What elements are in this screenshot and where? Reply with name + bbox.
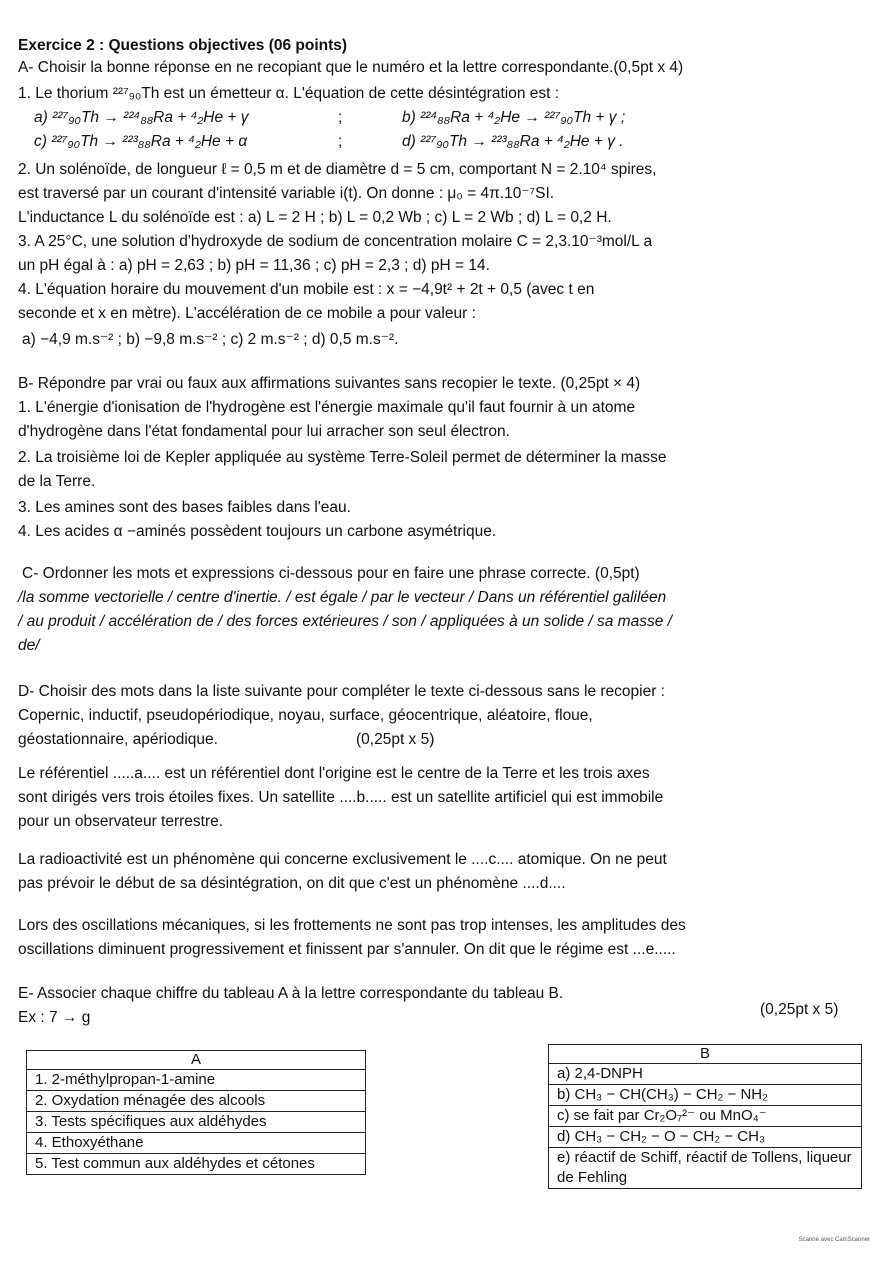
section-d-wordlist-line1: Copernic, inductif, pseudopériodique, noyau, surface, géocentrique, aléatoire, floue, bbox=[18, 707, 593, 724]
table-b bbox=[548, 1044, 862, 1189]
table-b-row: a) 2,4-DNPH bbox=[549, 1064, 861, 1085]
question-a4-line2: seconde et x en mètre). L'accélération de ce mobile a pour valeur : bbox=[18, 305, 476, 322]
section-a-instruction: A- Choisir la bonne réponse en ne recopiant que le numéro et la lettre correspondante.(0,5pt x 4) bbox=[18, 59, 684, 76]
statement-b1-line2: d'hydrogène dans l'état fondamental pour lui arracher son seul électron. bbox=[18, 423, 510, 440]
table-b-row: c) se fait par Cr₂O₇²⁻ ou MnO₄⁻ bbox=[549, 1106, 861, 1127]
section-d-instruction: D- Choisir des mots dans la liste suivante pour compléter le texte ci-dessous sans le recopier : bbox=[18, 683, 665, 700]
answer-a1-c: c) ²²⁷₉₀Th → ²²³₈₈Ra + ⁴₂He + α bbox=[34, 133, 248, 150]
statement-b2-line1: 2. La troisième loi de Kepler appliquée au système Terre-Soleil permet de déterminer la masse bbox=[18, 449, 667, 466]
question-a2-line3: L'inductance L du solénoïde est : a) L = 2 H ; b) L = 0,2 Wb ; c) L = 2 Wb ; d) L = 0,2 H. bbox=[18, 209, 612, 226]
section-d-para2-line1: La radioactivité est un phénomène qui concerne exclusivement le ....c.... atomique. On ne peut bbox=[18, 851, 667, 868]
section-d-points: (0,25pt x 5) bbox=[356, 731, 435, 748]
question-a1: 1. Le thorium ²²⁷₉₀Th est un émetteur α. L'équation de cette désintégration est : bbox=[18, 85, 560, 102]
table-a bbox=[26, 1050, 366, 1175]
scanner-watermark: Scanné avec CamScanner bbox=[798, 1237, 870, 1243]
table-a-row: 5. Test commun aux aldéhydes et cétones bbox=[35, 1155, 315, 1172]
separator: ; bbox=[338, 109, 343, 126]
table-a-row: 4. Ethoxyéthane bbox=[27, 1133, 365, 1154]
section-d-para2-line2: pas prévoir le début de sa désintégration, on dit que c'est un phénomène ....d.... bbox=[18, 875, 566, 892]
section-d-para1-line2: sont dirigés vers trois étoiles fixes. Un satellite ....b..... est un satellite artificiel qui est immobile bbox=[18, 789, 664, 806]
exercise-title: Exercice 2 : Questions objectives (06 points) bbox=[18, 37, 348, 54]
section-d-wordlist-line2: géostationnaire, apériodique. bbox=[18, 731, 218, 748]
table-b-row: e) réactif de Schiff, réactif de Tollens, liqueur de Fehling bbox=[557, 1149, 852, 1186]
question-a4-line1: 4. L'équation horaire du mouvement d'un mobile est : x = −4,9t² + 2t + 0,5 (avec t en bbox=[18, 281, 595, 298]
statement-b4: 4. Les acides α −aminés possèdent toujours un carbone asymétrique. bbox=[18, 523, 497, 540]
table-b-row: b) CH₃ − CH(CH₃) − CH₂ − NH₂ bbox=[549, 1085, 861, 1106]
statement-b1-line1: 1. L'énergie d'ionisation de l'hydrogène est l'énergie maximale qu'il faut fournir à un atome bbox=[18, 399, 636, 416]
section-e-instruction: E- Associer chaque chiffre du tableau A à la lettre correspondante du tableau B. bbox=[18, 985, 564, 1002]
question-a3-line1: 3. A 25°C, une solution d'hydroxyde de sodium de concentration molaire C = 2,3.10⁻³mol/L a bbox=[18, 233, 653, 250]
answer-a1-a: a) ²²⁷₉₀Th → ²²⁴₈₈Ra + ⁴₂He + γ bbox=[34, 109, 249, 126]
table-b-header: B bbox=[549, 1045, 861, 1064]
table-a-row: 2. Oxydation ménagée des alcools bbox=[27, 1091, 365, 1112]
table-b-row: d) CH₃ − CH₂ − O − CH₂ − CH₃ bbox=[549, 1127, 861, 1148]
question-a4-line3: a) −4,9 m.s⁻² ; b) −9,8 m.s⁻² ; c) 2 m.s⁻² ; d) 0,5 m.s⁻². bbox=[22, 331, 399, 348]
table-a-header: A bbox=[27, 1051, 365, 1070]
statement-b3: 3. Les amines sont des bases faibles dans l'eau. bbox=[18, 499, 351, 516]
section-d-para1-line1: Le référentiel .....a.... est un référentiel dont l'origine est le centre de la Terre et les trois axes bbox=[18, 765, 650, 782]
section-d-para3-line1: Lors des oscillations mécaniques, si les frottements ne sont pas trop intenses, les amplitudes des bbox=[18, 917, 686, 934]
answer-a1-d: d) ²²⁷₉₀Th → ²²³₈₈Ra + ⁴₂He + γ . bbox=[402, 133, 624, 150]
section-b-instruction: B- Répondre par vrai ou faux aux affirmations suivantes sans recopier le texte. (0,25pt × 4) bbox=[18, 375, 641, 392]
table-a-row: 3. Tests spécifiques aux aldéhydes bbox=[27, 1112, 365, 1133]
section-e-points: (0,25pt x 5) bbox=[760, 1001, 839, 1018]
separator: ; bbox=[338, 133, 343, 150]
question-a2-line1: 2. Un solénoïde, de longueur ℓ = 0,5 m et de diamètre d = 5 cm, comportant N = 2.10⁴ spires, bbox=[18, 161, 657, 178]
section-c-words-line1: /la somme vectorielle / centre d'inertie. / est égale / par le vecteur / Dans un référentiel galiléen bbox=[18, 589, 667, 606]
statement-b2-line2: de la Terre. bbox=[18, 473, 96, 490]
section-c-words-line2: / au produit / accélération de / des forces extérieures / son / appliquées à un solide / sa masse / bbox=[18, 613, 672, 630]
section-c-instruction: C- Ordonner les mots et expressions ci-dessous pour en faire une phrase correcte. (0,5pt) bbox=[22, 565, 640, 582]
section-e-example: Ex : 7 → g bbox=[18, 1009, 91, 1026]
question-a3-line2: un pH égal à : a) pH = 2,63 ; b) pH = 11,36 ; c) pH = 2,3 ; d) pH = 14. bbox=[18, 257, 490, 274]
section-c-words-line3: de/ bbox=[18, 637, 40, 654]
section-d-para1-line3: pour un observateur terrestre. bbox=[18, 813, 224, 830]
table-a-row: 1. 2-méthylpropan-1-amine bbox=[27, 1070, 365, 1091]
answer-a1-b: b) ²²⁴₈₈Ra + ⁴₂He → ²²⁷₉₀Th + γ ; bbox=[402, 109, 626, 126]
question-a2-line2: est traversé par un courant d'intensité variable i(t). On donne : μ₀ = 4π.10⁻⁷SI. bbox=[18, 185, 555, 202]
section-d-para3-line2: oscillations diminuent progressivement et finissent par s'annuler. On dit que le régime est ...e..... bbox=[18, 941, 676, 958]
